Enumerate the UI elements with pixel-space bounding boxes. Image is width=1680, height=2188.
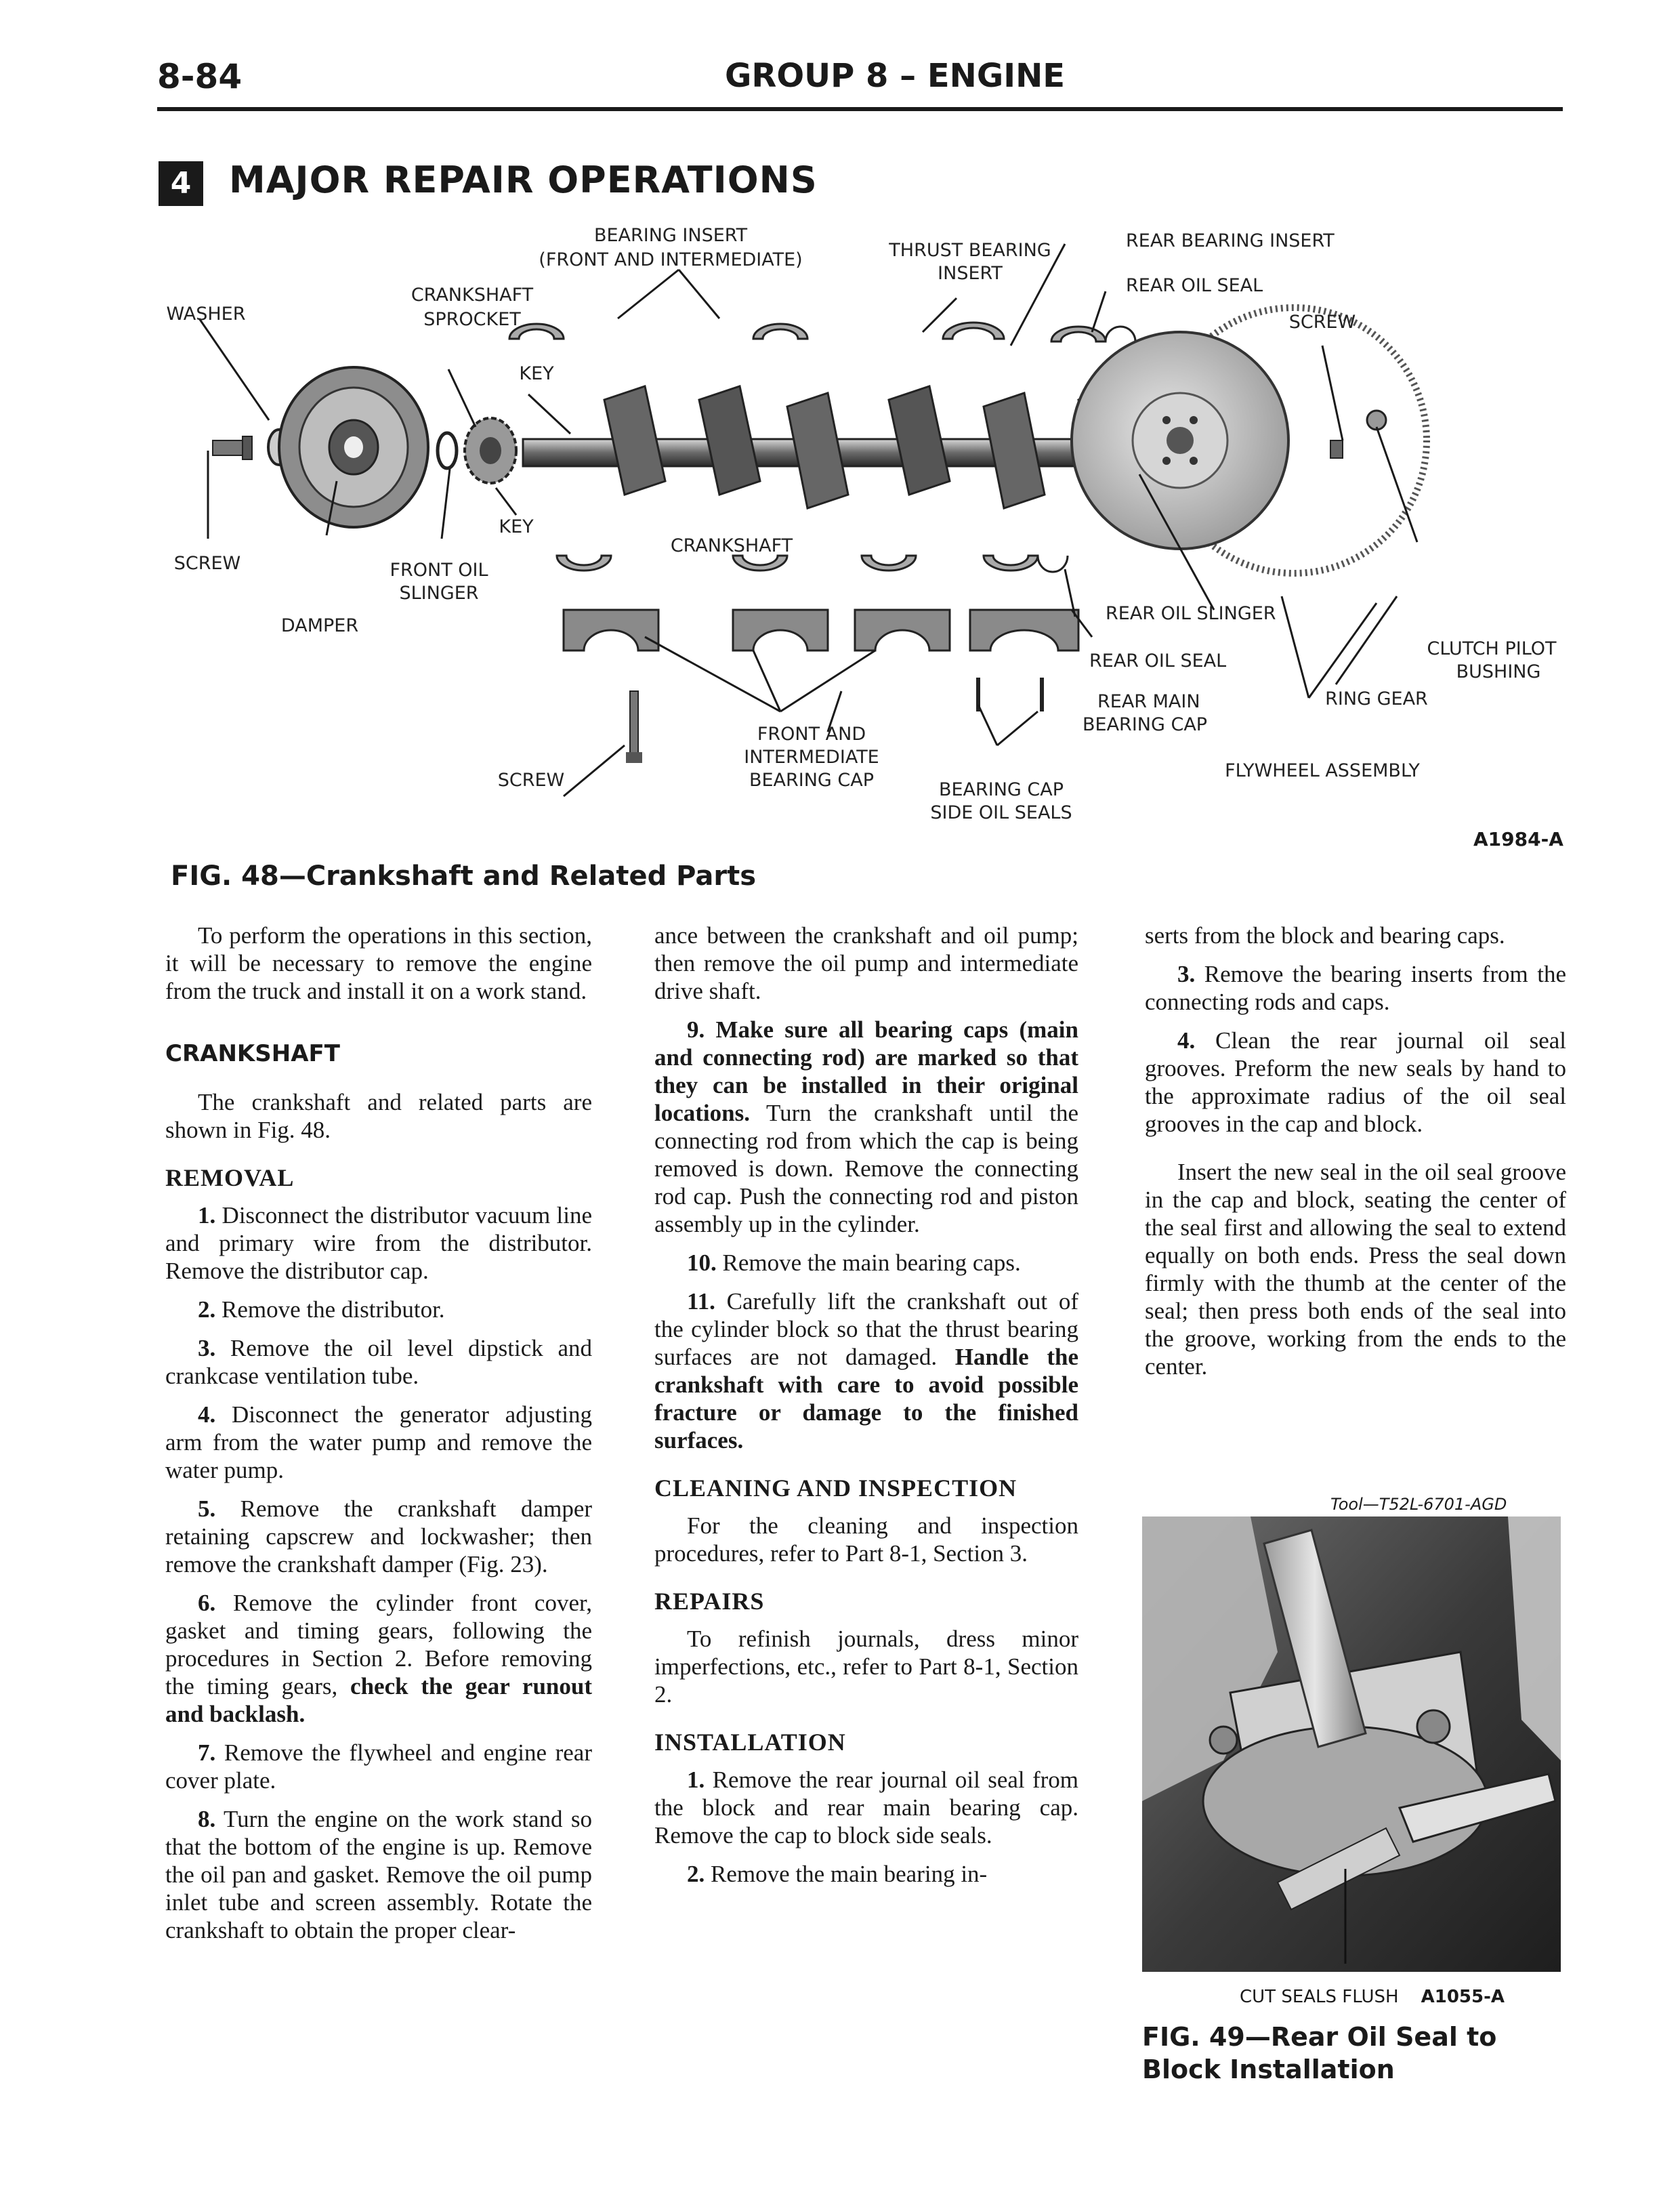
label-screw-left: SCREW: [173, 553, 241, 574]
step-text: Remove the bearing inserts from the connecting rods and caps.: [1145, 961, 1566, 1015]
step-number: 3.: [1177, 961, 1196, 987]
lower-bearing-inserts: [557, 556, 1068, 572]
crankshaft-sprocket-part: [465, 418, 516, 483]
removal-step-10: [654, 1249, 1078, 1277]
figure-49-photo: [1142, 1516, 1561, 1972]
damper-part: [279, 367, 428, 527]
crankshaft-paragraph: The crankshaft and related parts are shown in Fig. 48.: [165, 1089, 592, 1143]
label-bearing-insert-1: BEARING INSERT: [593, 225, 748, 246]
figure-48-caption: FIG. 48—Crankshaft and Related Parts: [171, 861, 757, 892]
page-number: 8-84: [157, 57, 243, 96]
step-bold-text: check the gear runout and backlash.: [165, 1673, 593, 1727]
step-text: Disconnect the distributor vacuum line and primary wire from the distributor. Remove the distributor cap.: [165, 1202, 593, 1284]
label-key-bottom: KEY: [499, 516, 534, 537]
step-number: 1.: [687, 1767, 705, 1793]
cap-bolt-part: [626, 691, 642, 763]
label-key-top: KEY: [519, 363, 554, 384]
insert-seal-paragraph: Insert the new seal in the oil seal groove in the cap and block, seating the center of the seal first and allowing the seal to extend equally on both ends. Press the seal down firmly with the thumb at the center of the seal; then press both ends of the seal into the groove, working from the ends to the center.: [1145, 1159, 1566, 1380]
label-bearing-insert-2: (FRONT AND INTERMEDIATE): [539, 249, 803, 270]
label-clutch-pilot-1: CLUTCH PILOT: [1427, 638, 1557, 659]
removal-step-11: [654, 1287, 1078, 1454]
label-front-int-cap-2: INTERMEDIATE: [744, 747, 879, 768]
step-number: 1.: [198, 1202, 216, 1229]
label-ring-gear: RING GEAR: [1325, 688, 1428, 709]
removal-step-7: [165, 1739, 592, 1794]
step-number: 10.: [687, 1250, 717, 1276]
repairs-paragraph: To refinish journals, dress minor imperfections, etc., refer to Part 8-1, Section 2.: [654, 1626, 1078, 1708]
label-screw-top-right: SCREW: [1288, 312, 1356, 333]
step-number: 5.: [198, 1495, 216, 1522]
step-text: Turn the crankshaft until the connecting rod from which the cap is being removed is down. Remove the connecting rod cap. Push the connecting rod and piston assembly up in the cylinder.: [654, 1100, 1078, 1237]
section-badge: 4: [159, 161, 203, 206]
step-text: Remove the crankshaft damper retaining capscrew and lockwasher; then remove the crankshaft damper (Fig. 23).: [165, 1495, 593, 1577]
column-1: [165, 922, 592, 1955]
step-text: Remove the rear journal oil seal from the block and rear main bearing cap. Remove the cap to block side seals.: [654, 1767, 1079, 1849]
installation-step-1: [654, 1766, 1078, 1849]
label-rear-oil-seal-top: REAR OIL SEAL: [1126, 275, 1263, 296]
figure-49-tool-label: Tool—T52L-6701-AGD: [1330, 1495, 1507, 1514]
bearing-caps: [564, 610, 1078, 651]
step-number: 11.: [687, 1288, 715, 1315]
step-bold-text: Handle the crankshaft with care to avoid possible fracture or damage to the finished surfaces.: [654, 1344, 1078, 1453]
removal-step-4: [165, 1401, 592, 1484]
removal-step-8-continued: ance between the crankshaft and oil pump; then remove the oil pump and intermediate drive shaft.: [654, 922, 1078, 1004]
installation-step-2-continued: serts from the block and bearing caps.: [1145, 922, 1505, 949]
label-crankshaft-sprocket-1: CRANKSHAFT: [411, 285, 534, 306]
installation-step-3: [1145, 960, 1566, 1016]
step-text: Remove the cylinder front cover, gasket and timing gears, following the procedures in Section 2. Before removing the timing gears,: [165, 1590, 592, 1699]
step-text: Remove the main bearing caps.: [722, 1250, 1021, 1276]
figure-49-caption: FIG. 49—Rear Oil Seal to Block Installation: [1142, 2022, 1497, 2084]
figure-48-illustration: [157, 217, 1566, 847]
step-text: Remove the main bearing in-: [711, 1861, 988, 1887]
step-text: Turn the engine on the work stand so that the bottom of the engine is up. Remove the oil pan and gasket. Remove the oil pump inlet tube and screen assembly. Rotate the crankshaft to obtain the proper clear-: [165, 1806, 593, 1943]
removal-step-2: [165, 1296, 592, 1323]
step-number: 3.: [198, 1335, 216, 1361]
label-side-seals-2: SIDE OIL SEALS: [930, 802, 1072, 823]
label-washer: WASHER: [166, 304, 246, 325]
removal-step-3: [165, 1334, 592, 1390]
figure-48-code: A1984-A: [1473, 828, 1563, 850]
step-text: Disconnect the generator adjusting arm from the water pump and remove the water pump.: [165, 1401, 592, 1483]
installation-step-4: [1145, 1027, 1566, 1138]
step-number: 9.: [687, 1016, 705, 1043]
label-rear-bearing-insert: REAR BEARING INSERT: [1126, 230, 1335, 251]
removal-step-5: [165, 1495, 592, 1578]
label-screw-bottom: SCREW: [497, 770, 565, 791]
label-thrust-bearing-1: THRUST BEARING: [889, 240, 1051, 261]
group-title: GROUP 8 – ENGINE: [725, 57, 1066, 95]
column-3: [1145, 922, 1566, 1391]
upper-bearing-inserts: [509, 323, 1135, 342]
label-rear-oil-slinger: REAR OIL SLINGER: [1106, 603, 1276, 624]
step-text: Remove the distributor.: [222, 1296, 445, 1323]
label-rear-oil-seal-bottom: REAR OIL SEAL: [1089, 651, 1227, 672]
label-crankshaft: CRANKSHAFT: [670, 535, 793, 556]
label-rear-main-cap-2: BEARING CAP: [1083, 714, 1208, 735]
step-number: 2.: [687, 1861, 705, 1887]
header-rule: [157, 107, 1563, 111]
screw-left-part: [213, 436, 252, 459]
heading-cleaning-inspection: CLEANING AND INSPECTION: [654, 1474, 1017, 1502]
label-front-oil-slinger-1: FRONT OIL: [390, 560, 488, 581]
step-number: 8.: [198, 1806, 216, 1832]
label-rear-main-cap-1: REAR MAIN: [1097, 691, 1200, 712]
step-text: Remove the flywheel and engine rear cover plate.: [165, 1739, 593, 1794]
label-front-oil-slinger-2: SLINGER: [399, 583, 479, 604]
figure-49-code: A1055-A: [1421, 1987, 1505, 2007]
cleaning-paragraph: For the cleaning and inspection procedures, refer to Part 8-1, Section 3.: [654, 1512, 1078, 1567]
removal-step-1: [165, 1201, 592, 1285]
label-damper: DAMPER: [280, 615, 359, 636]
label-front-int-cap-1: FRONT AND: [757, 724, 866, 745]
column-2: [654, 922, 1078, 1899]
label-flywheel-assembly: FLYWHEEL ASSEMBLY: [1225, 760, 1420, 781]
heading-removal: REMOVAL: [165, 1164, 295, 1191]
section-title: MAJOR REPAIR OPERATIONS: [229, 159, 818, 201]
installation-step-2: [654, 1860, 1078, 1888]
step-number: 2.: [198, 1296, 216, 1323]
flywheel-part: [1072, 308, 1427, 573]
label-thrust-bearing-2: INSERT: [938, 263, 1003, 284]
heading-repairs: REPAIRS: [654, 1588, 765, 1615]
heading-installation: INSTALLATION: [654, 1729, 846, 1756]
figure-49-code-line: [1240, 1987, 1505, 2007]
step-text: Remove the oil level dipstick and crankcase ventilation tube.: [165, 1335, 592, 1389]
step-bold-text: Make sure all bearing caps (main and connecting rod) are marked so that they can be installed in their original locations.: [654, 1016, 1078, 1126]
removal-step-6: [165, 1589, 592, 1728]
step-text: Clean the rear journal oil seal grooves. Preform the new seals by hand to the approximate radius of the oil seal grooves in the cap and block.: [1145, 1027, 1567, 1137]
step-number: 4.: [1177, 1027, 1196, 1054]
label-crankshaft-sprocket-2: SPROCKET: [423, 309, 521, 330]
step-number: 6.: [198, 1590, 216, 1616]
label-side-seals-1: BEARING CAP: [938, 779, 1064, 800]
intro-paragraph: To perform the operations in this section, it will be necessary to remove the engine from the truck and install it on a work stand.: [165, 922, 592, 1004]
heading-crankshaft: CRANKSHAFT: [165, 1040, 340, 1067]
side-oil-seals: [978, 678, 1042, 711]
step-number: 7.: [198, 1739, 216, 1766]
step-text: Carefully lift the crankshaft out of the cylinder block so that the thrust bearing surfaces are not damaged.: [654, 1288, 1078, 1370]
cut-seals-flush-label: CUT SEALS FLUSH: [1240, 1987, 1399, 2007]
removal-step-9: [654, 1016, 1078, 1238]
front-oil-slinger-part: [438, 433, 457, 468]
label-front-int-cap-3: BEARING CAP: [749, 770, 875, 791]
label-clutch-pilot-2: BUSHING: [1456, 661, 1541, 682]
removal-step-8: [165, 1805, 592, 1944]
step-number: 4.: [198, 1401, 216, 1428]
